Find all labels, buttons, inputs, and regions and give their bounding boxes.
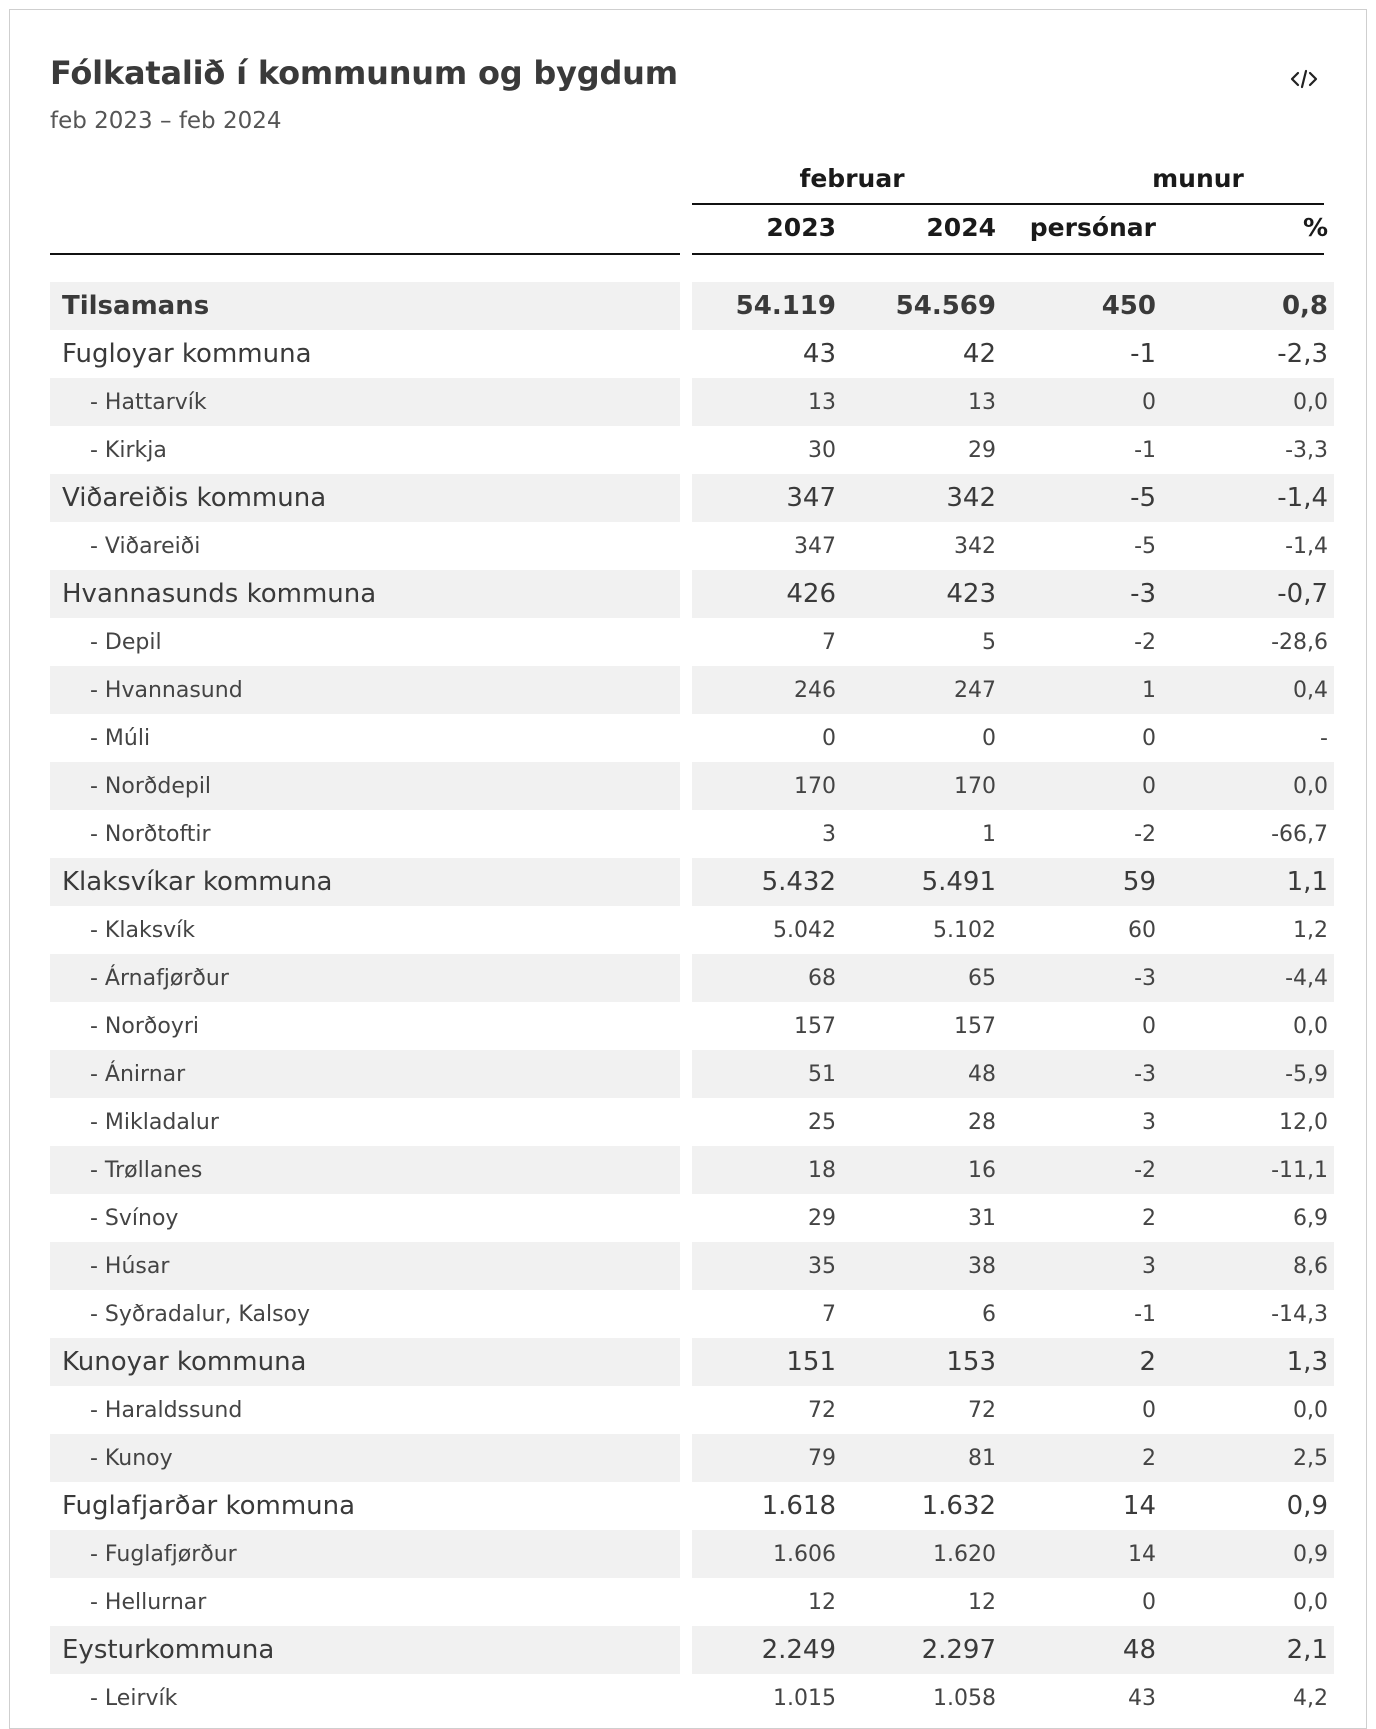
diff-persons: -2 <box>1134 821 1156 847</box>
row-name: - Leirvík <box>90 1685 178 1711</box>
village-row <box>50 618 1334 666</box>
value-2024: 72 <box>968 1397 996 1423</box>
value-2023: 246 <box>692 666 842 714</box>
village-row <box>50 1434 1334 1482</box>
diff-percent: 0,9 <box>1286 1491 1328 1521</box>
diff-percent: -0,7 <box>1162 570 1334 618</box>
value-2024: 153 <box>842 1338 1002 1386</box>
diff-percent: -1,4 <box>1285 533 1328 559</box>
row-name: - Hellurnar <box>90 1589 207 1615</box>
municipality-row <box>50 330 1334 378</box>
diff-persons: 0 <box>1142 1589 1156 1615</box>
value-2024: 5 <box>982 629 996 655</box>
diff-percent: 1,2 <box>1293 917 1328 943</box>
header-rule-left <box>50 253 680 255</box>
diff-percent: 0,0 <box>1162 378 1334 426</box>
diff-percent: -28,6 <box>1271 629 1328 655</box>
municipality-row <box>50 1482 1334 1530</box>
row-name: - Norðtoftir <box>90 821 211 847</box>
diff-percent: - <box>1320 725 1328 751</box>
row-name: - Kunoy <box>50 1434 680 1482</box>
value-2023: 426 <box>692 570 842 618</box>
diff-persons: 48 <box>1002 1626 1162 1674</box>
row-name: Tilsamans <box>50 282 680 330</box>
municipality-row <box>50 474 1334 522</box>
value-2024: 423 <box>842 570 1002 618</box>
value-2024: 1.620 <box>842 1530 1002 1578</box>
value-2023: 2.249 <box>692 1626 842 1674</box>
row-name: Fugloyar kommuna <box>62 339 312 369</box>
value-2023: 7 <box>822 1301 836 1327</box>
value-2024: 170 <box>842 762 1002 810</box>
diff-persons: 450 <box>1002 282 1162 330</box>
diff-persons: -3 <box>1002 570 1162 618</box>
value-2023: 1.618 <box>761 1491 836 1521</box>
group-header-februar: februar <box>799 164 905 193</box>
value-2023: 18 <box>692 1146 842 1194</box>
municipality-row <box>50 1338 1334 1386</box>
diff-persons: 2 <box>1002 1338 1162 1386</box>
header-rule-right <box>692 253 1324 255</box>
village-row <box>50 1386 1334 1434</box>
value-2023: 72 <box>808 1397 836 1423</box>
value-2024: 342 <box>954 533 996 559</box>
diff-persons: 14 <box>1002 1530 1162 1578</box>
row-name: - Hvannasund <box>50 666 680 714</box>
diff-percent: 2,1 <box>1162 1626 1334 1674</box>
value-2024: 1.632 <box>921 1491 996 1521</box>
diff-persons: 59 <box>1002 858 1162 906</box>
row-name: - Syðradalur, Kalsoy <box>90 1301 311 1327</box>
village-row <box>50 714 1334 762</box>
diff-percent: 0,0 <box>1293 1013 1328 1039</box>
municipality-row <box>50 858 1334 906</box>
code-embed-icon[interactable] <box>1286 66 1322 92</box>
village-row <box>50 1050 1334 1098</box>
value-2024: 31 <box>968 1205 996 1231</box>
diff-percent: 1,3 <box>1162 1338 1334 1386</box>
diff-persons: -2 <box>1134 629 1156 655</box>
col-header-2024: 2024 <box>926 213 996 242</box>
value-2023: 30 <box>808 437 836 463</box>
diff-persons: -2 <box>1002 1146 1162 1194</box>
data-table-body <box>50 282 1334 1722</box>
diff-percent: 0,0 <box>1293 1589 1328 1615</box>
value-2023: 170 <box>692 762 842 810</box>
total-row <box>50 282 1334 330</box>
village-row <box>50 1530 1334 1578</box>
value-2023: 7 <box>822 629 836 655</box>
value-2023: 1.606 <box>692 1530 842 1578</box>
value-2023: 13 <box>692 378 842 426</box>
row-name: Hvannasunds kommuna <box>50 570 680 618</box>
diff-persons: 0 <box>1142 1397 1156 1423</box>
value-2024: 12 <box>968 1589 996 1615</box>
value-2023: 5.042 <box>773 917 836 943</box>
row-name: - Norðdepil <box>50 762 680 810</box>
page-title: Fólkatalið í kommunum og bygdum <box>50 54 678 92</box>
row-name: - Haraldssund <box>90 1397 243 1423</box>
village-row <box>50 1242 1334 1290</box>
diff-percent: 0,0 <box>1293 1397 1328 1423</box>
row-name: - Depil <box>90 629 162 655</box>
group-header-munur: munur <box>1152 164 1244 193</box>
diff-persons: -3 <box>1002 954 1162 1002</box>
village-row <box>50 1194 1334 1242</box>
value-2023: 29 <box>808 1205 836 1231</box>
col-header-persons: persónar <box>1029 213 1156 242</box>
row-name: - Trøllanes <box>50 1146 680 1194</box>
value-2024: 2.297 <box>842 1626 1002 1674</box>
value-2023: 3 <box>822 821 836 847</box>
group-rule <box>692 203 1324 205</box>
row-name: Kunoyar kommuna <box>50 1338 680 1386</box>
diff-persons: 43 <box>1128 1685 1156 1711</box>
diff-percent: 4,2 <box>1293 1685 1328 1711</box>
village-row <box>50 1674 1334 1722</box>
diff-percent: 1,1 <box>1162 858 1334 906</box>
value-2023: 25 <box>808 1109 836 1135</box>
value-2024: 29 <box>968 437 996 463</box>
diff-persons: 0 <box>1142 1013 1156 1039</box>
village-row <box>50 426 1334 474</box>
diff-percent: 0,9 <box>1162 1530 1334 1578</box>
value-2024: 342 <box>842 474 1002 522</box>
row-name: Klaksvíkar kommuna <box>50 858 680 906</box>
diff-percent: -66,7 <box>1271 821 1328 847</box>
value-2024: 54.569 <box>842 282 1002 330</box>
value-2024: 48 <box>842 1050 1002 1098</box>
village-row <box>50 762 1334 810</box>
village-row <box>50 378 1334 426</box>
value-2023: 68 <box>692 954 842 1002</box>
diff-percent: 0,0 <box>1162 762 1334 810</box>
diff-percent: -3,3 <box>1285 437 1328 463</box>
diff-percent: -1,4 <box>1162 474 1334 522</box>
code-embed-icon-glyph <box>1290 68 1318 90</box>
village-row <box>50 1578 1334 1626</box>
village-row <box>50 522 1334 570</box>
row-name: - Kirkja <box>90 437 167 463</box>
diff-percent: -4,4 <box>1162 954 1334 1002</box>
value-2023: 347 <box>794 533 836 559</box>
value-2023: 54.119 <box>692 282 842 330</box>
village-row <box>50 906 1334 954</box>
village-row <box>50 954 1334 1002</box>
diff-percent: -11,1 <box>1162 1146 1334 1194</box>
diff-persons: 1 <box>1002 666 1162 714</box>
value-2024: 5.491 <box>842 858 1002 906</box>
value-2024: 1.058 <box>933 1685 996 1711</box>
value-2023: 347 <box>692 474 842 522</box>
row-name: - Norðoyri <box>90 1013 199 1039</box>
value-2024: 38 <box>842 1242 1002 1290</box>
diff-percent: 12,0 <box>1279 1109 1328 1135</box>
col-header-percent: % <box>1302 213 1328 242</box>
diff-persons: 2 <box>1002 1434 1162 1482</box>
value-2024: 28 <box>968 1109 996 1135</box>
diff-persons: 3 <box>1142 1109 1156 1135</box>
value-2023: 1.015 <box>773 1685 836 1711</box>
value-2023: 43 <box>802 339 836 369</box>
diff-persons: -3 <box>1002 1050 1162 1098</box>
value-2024: 16 <box>842 1146 1002 1194</box>
row-name: - Hattarvík <box>50 378 680 426</box>
col-header-2023: 2023 <box>766 213 836 242</box>
diff-persons: 0 <box>1142 725 1156 751</box>
diff-persons: 0 <box>1002 762 1162 810</box>
row-name: - Mikladalur <box>90 1109 219 1135</box>
diff-persons: 60 <box>1128 917 1156 943</box>
village-row <box>50 666 1334 714</box>
value-2024: 5.102 <box>933 917 996 943</box>
value-2024: 157 <box>954 1013 996 1039</box>
diff-percent: 2,5 <box>1162 1434 1334 1482</box>
value-2023: 51 <box>692 1050 842 1098</box>
value-2023: 157 <box>794 1013 836 1039</box>
row-name: - Árnafjørður <box>50 954 680 1002</box>
row-name: - Svínoy <box>90 1205 179 1231</box>
row-name: - Klaksvík <box>90 917 196 943</box>
diff-persons: 0 <box>1002 378 1162 426</box>
municipality-row <box>50 570 1334 618</box>
diff-persons: -5 <box>1002 474 1162 522</box>
value-2024: 13 <box>842 378 1002 426</box>
village-row <box>50 1146 1334 1194</box>
value-2023: 5.432 <box>692 858 842 906</box>
village-row <box>50 1098 1334 1146</box>
diff-percent: -2,3 <box>1277 339 1328 369</box>
diff-percent: -5,9 <box>1162 1050 1334 1098</box>
value-2024: 42 <box>962 339 996 369</box>
page-subtitle: feb 2023 – feb 2024 <box>50 108 282 134</box>
value-2024: 247 <box>842 666 1002 714</box>
row-name: - Fuglafjørður <box>50 1530 680 1578</box>
value-2024: 81 <box>842 1434 1002 1482</box>
diff-percent: 0,4 <box>1162 666 1334 714</box>
row-name: - Ánirnar <box>50 1050 680 1098</box>
diff-percent: 6,9 <box>1293 1205 1328 1231</box>
diff-persons: -1 <box>1134 437 1156 463</box>
village-row <box>50 810 1334 858</box>
row-name: - Húsar <box>50 1242 680 1290</box>
village-row <box>50 1290 1334 1338</box>
value-2024: 1 <box>982 821 996 847</box>
value-2024: 65 <box>842 954 1002 1002</box>
row-name: - Viðareiði <box>90 533 201 559</box>
value-2023: 12 <box>808 1589 836 1615</box>
diff-persons: -1 <box>1134 1301 1156 1327</box>
diff-percent: 0,8 <box>1162 282 1334 330</box>
diff-persons: 14 <box>1122 1491 1156 1521</box>
diff-persons: 3 <box>1002 1242 1162 1290</box>
diff-percent: -14,3 <box>1271 1301 1328 1327</box>
row-name: Fuglafjarðar kommuna <box>62 1491 356 1521</box>
municipality-row <box>50 1626 1334 1674</box>
row-name: - Múli <box>90 725 151 751</box>
table-card <box>9 9 1367 1729</box>
value-2023: 79 <box>692 1434 842 1482</box>
value-2023: 151 <box>692 1338 842 1386</box>
row-name: Viðareiðis kommuna <box>50 474 680 522</box>
diff-percent: 8,6 <box>1162 1242 1334 1290</box>
value-2024: 6 <box>982 1301 996 1327</box>
value-2023: 35 <box>692 1242 842 1290</box>
row-name: Eysturkommuna <box>50 1626 680 1674</box>
village-row <box>50 1002 1334 1050</box>
diff-persons: -1 <box>1130 339 1156 369</box>
value-2023: 0 <box>822 725 836 751</box>
diff-persons: 2 <box>1142 1205 1156 1231</box>
diff-persons: -5 <box>1134 533 1156 559</box>
value-2024: 0 <box>982 725 996 751</box>
